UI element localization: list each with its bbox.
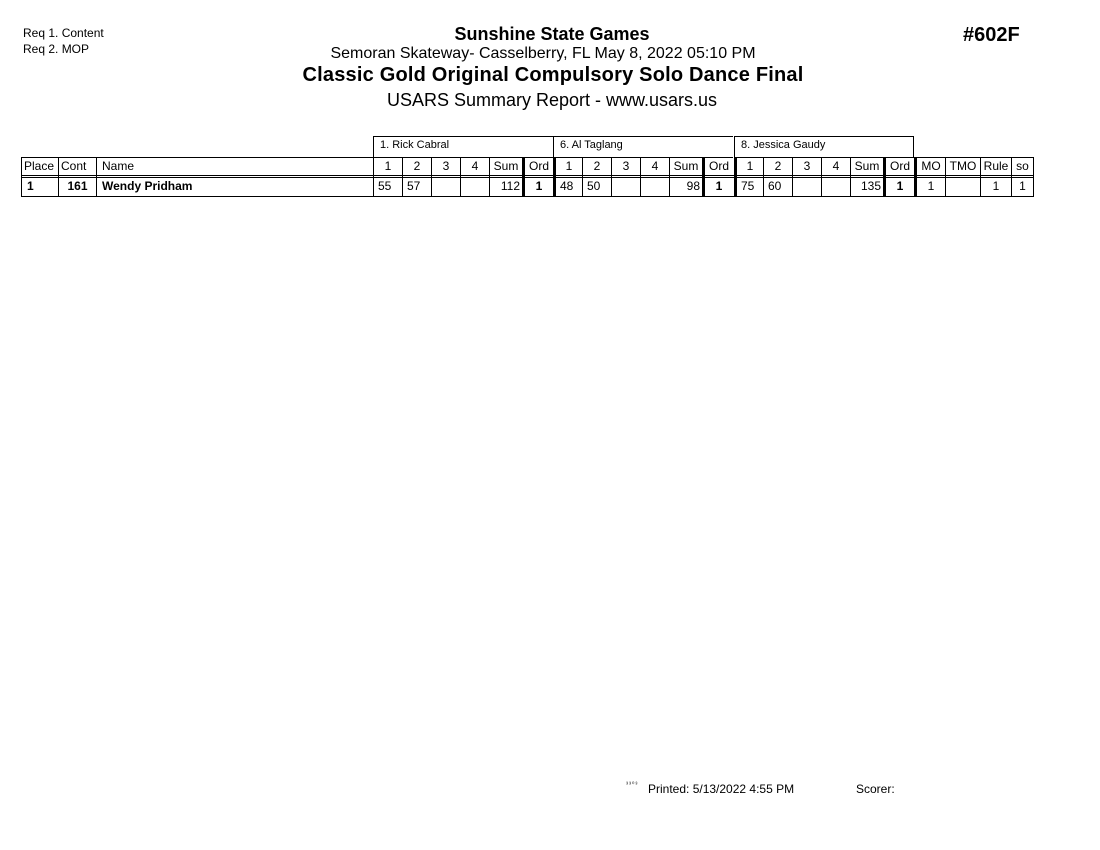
- cell-judge-ord: 1: [702, 178, 733, 197]
- col-header-judge-score: Ord: [702, 157, 733, 178]
- printed-timestamp: Printed: 5/13/2022 4:55 PM: [648, 782, 795, 796]
- cell-judge-s1: 75: [734, 178, 763, 197]
- col-header-place: Place: [21, 157, 58, 178]
- event-title: Classic Gold Original Compulsory Solo Dance Final: [302, 64, 804, 86]
- col-header-judge-score: 1: [734, 157, 763, 178]
- col-header-judge-score: 2: [402, 157, 431, 178]
- table-rule: [1033, 157, 1034, 197]
- cell-judge-sum: 112: [489, 178, 522, 197]
- cell-judge-sum: 135: [850, 178, 883, 197]
- cell-so: 1: [1011, 178, 1033, 197]
- col-header-judge-score: Sum: [850, 157, 883, 178]
- cell-judge-sum: 98: [669, 178, 702, 197]
- judge-header: 8. Jessica Gaudy: [734, 136, 914, 157]
- cell-tmo: [945, 178, 980, 197]
- col-header-judge-score: 3: [611, 157, 640, 178]
- event-number: #602F: [963, 24, 1020, 46]
- competition-title: Sunshine State Games: [454, 24, 650, 44]
- col-header-name: Name: [96, 157, 373, 178]
- col-header-so: so: [1011, 157, 1033, 178]
- cell-judge-s4: [460, 178, 489, 197]
- cell-place: 1: [21, 178, 58, 197]
- cell-judge-s3: [611, 178, 640, 197]
- col-header-judge-score: 4: [640, 157, 669, 178]
- col-header-judge-score: Sum: [489, 157, 522, 178]
- footer-code: ³³⁰³: [626, 782, 639, 788]
- col-header-rule: Rule: [980, 157, 1011, 178]
- col-header-mo: MO: [914, 157, 945, 178]
- cell-judge-s2: 50: [582, 178, 611, 197]
- judge-header: 6. Al Taglang: [553, 136, 733, 157]
- cell-judge-s4: [640, 178, 669, 197]
- judge-header: 1. Rick Cabral: [373, 136, 553, 157]
- col-header-tmo: TMO: [945, 157, 980, 178]
- venue-line: Semoran Skateway- Casselberry, FL May 8, 2022 05:10 PM: [330, 45, 756, 62]
- cell-judge-s1: 55: [373, 178, 402, 197]
- requirement-2: Req 2. MOP: [23, 42, 90, 56]
- cell-judge-s3: [792, 178, 821, 197]
- requirement-1: Req 1. Content: [23, 26, 104, 40]
- cell-judge-ord: 1: [883, 178, 914, 197]
- table-rule: [21, 196, 1033, 197]
- cell-mo: 1: [914, 178, 945, 197]
- cell-name: Wendy Pridham: [96, 178, 373, 197]
- cell-judge-s2: 60: [763, 178, 792, 197]
- cell-judge-s3: [431, 178, 460, 197]
- col-header-judge-score: Ord: [522, 157, 553, 178]
- col-header-judge-score: 2: [582, 157, 611, 178]
- cell-judge-s4: [821, 178, 850, 197]
- col-header-judge-score: 2: [763, 157, 792, 178]
- cell-rule: 1: [980, 178, 1011, 197]
- cell-cont: 161: [58, 178, 96, 197]
- col-header-judge-score: 4: [460, 157, 489, 178]
- cell-judge-s2: 57: [402, 178, 431, 197]
- col-header-judge-score: Sum: [669, 157, 702, 178]
- col-header-judge-score: Ord: [883, 157, 914, 178]
- col-header-judge-score: 4: [821, 157, 850, 178]
- col-header-judge-score: 1: [553, 157, 582, 178]
- col-header-judge-score: 3: [792, 157, 821, 178]
- report-title: USARS Summary Report - www.usars.us: [386, 90, 718, 110]
- col-header-cont: Cont: [58, 157, 96, 178]
- col-header-judge-score: 3: [431, 157, 460, 178]
- scorer-label: Scorer:: [856, 782, 895, 796]
- col-header-judge-score: 1: [373, 157, 402, 178]
- cell-judge-ord: 1: [522, 178, 553, 197]
- cell-judge-s1: 48: [553, 178, 582, 197]
- table-rule: [21, 175, 1033, 176]
